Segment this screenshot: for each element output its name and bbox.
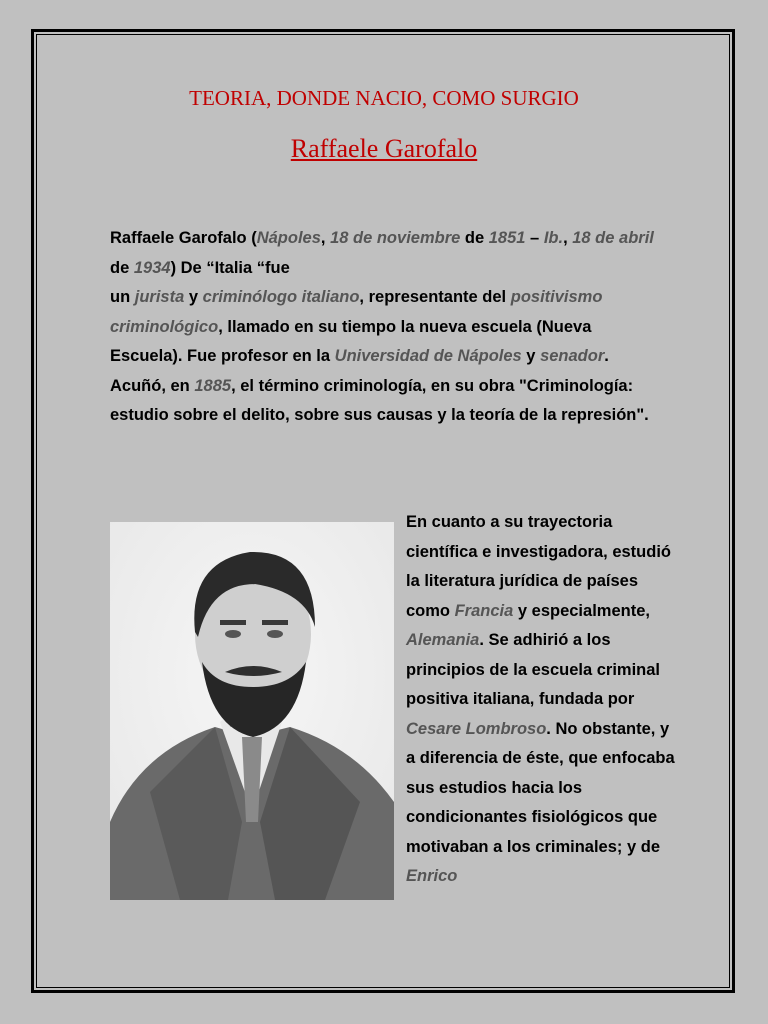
wiki-link[interactable]: italiano — [301, 288, 360, 306]
text-run: . Se adhirió a los principios de la escuela criminal positiva italiana, fundada por — [406, 631, 661, 708]
text-run: ) De “Italia “fue — [170, 258, 290, 277]
wiki-link[interactable]: Nápoles — [256, 229, 321, 247]
wiki-link[interactable]: jurista — [134, 288, 185, 306]
wiki-link[interactable]: Enrico — [406, 867, 458, 885]
text-run: . Acuñó, en — [110, 347, 609, 395]
wiki-link[interactable]: Alemania — [406, 631, 480, 649]
text-run: – — [525, 229, 544, 247]
document-subtitle: Raffaele Garofalo — [290, 134, 478, 163]
wiki-link[interactable]: 1851 — [488, 229, 526, 247]
wiki-link[interactable]: Ib. — [543, 229, 564, 247]
text-run: Raffaele Garofalo ( — [110, 229, 257, 247]
text-run: de — [110, 258, 134, 277]
wiki-link[interactable]: senador — [540, 347, 605, 365]
document-title: TEORIA, DONDE NACIO, COMO SURGIO — [189, 86, 579, 110]
text-run: , — [563, 229, 573, 247]
wiki-link[interactable]: 18 de noviembre — [330, 229, 461, 247]
biography-paragraph — [110, 224, 660, 431]
text-run: , — [320, 229, 331, 247]
text-run: y — [521, 347, 541, 365]
text-run: . No obstante, y a diferencia de éste, que enfocaba sus estudios hacia los condicionantes fisiológicos que motivaban a los criminales; y de — [406, 719, 675, 856]
wiki-link[interactable]: Universidad de Nápoles — [334, 347, 522, 365]
text-run: y — [184, 288, 203, 306]
text-run: un — [110, 288, 135, 306]
text-run: , representante del — [359, 288, 511, 306]
text-run: En cuanto a su trayectoria científica e investigadora, estudió la literatura jurídica de países como — [406, 513, 671, 620]
portrait-photo — [110, 522, 394, 900]
wiki-link[interactable]: Cesare Lombroso — [406, 719, 547, 738]
text-run: y especialmente, — [513, 601, 650, 620]
career-paragraph — [406, 508, 676, 892]
wiki-link[interactable]: positivismo criminológico — [110, 288, 603, 336]
wiki-link[interactable]: 18 de abril — [572, 229, 654, 247]
wiki-link[interactable]: criminólogo — [202, 288, 298, 306]
text-run: , el término criminología, en su obra "Criminología: estudio sobre el delito, sobre sus causas y la teoría de la represión". — [110, 376, 649, 424]
wiki-link[interactable]: Francia — [454, 601, 514, 620]
wiki-link[interactable]: 1934 — [133, 258, 171, 277]
text-run: , llamado en su tiempo la nueva escuela (Nueva Escuela). Fue profesor en la — [110, 317, 592, 365]
text-run: de — [460, 229, 489, 247]
wiki-link[interactable]: 1885 — [194, 376, 232, 395]
